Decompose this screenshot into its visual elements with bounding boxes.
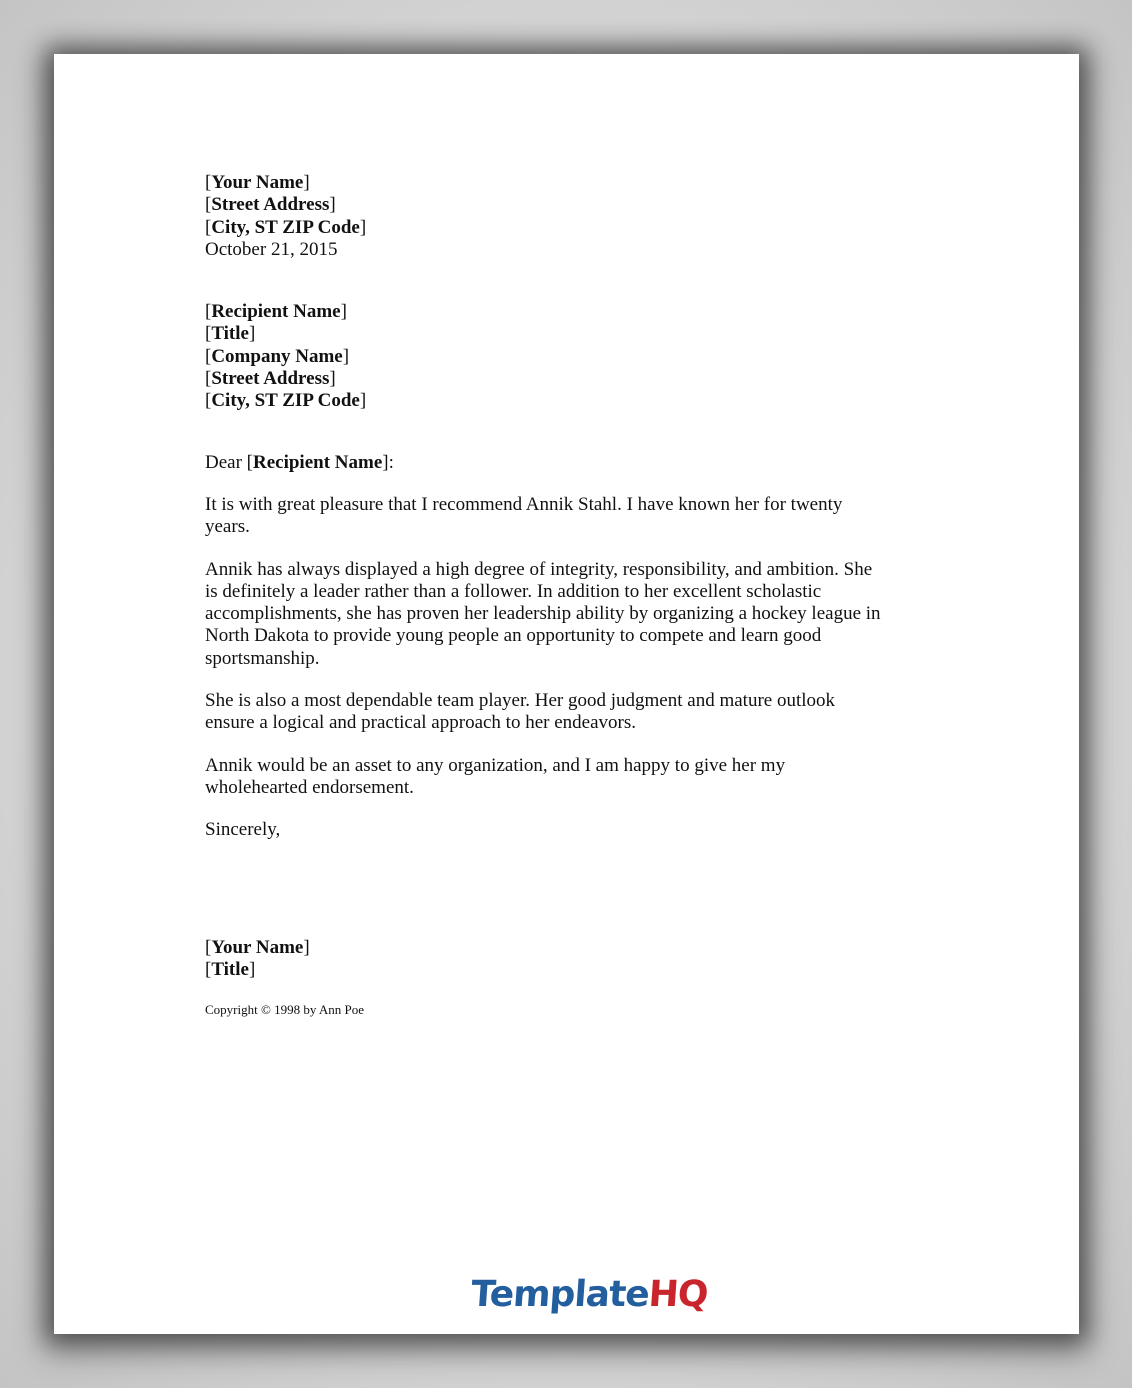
signature-space [205, 862, 935, 937]
paragraph-line: wholehearted endorsement. [205, 776, 414, 798]
paragraph-line: is definitely a leader rather than a follower. In addition to her excellent scholastic [205, 580, 822, 602]
paragraph-line: sportsmanship. [205, 647, 320, 669]
body-paragraph [205, 559, 935, 670]
recipient-company: [Company Name] [205, 345, 350, 367]
recipient-city: [City, ST ZIP Code] [205, 390, 367, 412]
recipient-title: [Title] [205, 323, 256, 345]
sender-block [205, 172, 935, 261]
paragraph-line: ensure a logical and practical approach to her endeavors. [205, 712, 636, 734]
paragraph-line: It is with great pleasure that I recommend Annik Stahl. I have known her for twenty [205, 493, 843, 515]
body-paragraph [205, 494, 935, 539]
paragraph-line: Annik would be an asset to any organization, and I am happy to give her my [205, 754, 786, 776]
closing: Sincerely, [205, 819, 281, 841]
letter-page [54, 54, 1079, 1334]
letter-paragraphs [205, 494, 935, 799]
signature-name: [Your Name] [205, 936, 310, 958]
paragraph-line: accomplishments, she has proven her leadership ability by organizing a hockey league in [205, 603, 881, 625]
copyright-notice: Copyright © 1998 by Ann Poe [205, 1002, 365, 1017]
signature-title: [Title] [205, 958, 256, 980]
paragraph-line: North Dakota to provide young people an opportunity to compete and learn good [205, 625, 822, 647]
paragraph-line: Annik has always displayed a high degree of integrity, responsibility, and ambition. She [205, 558, 873, 580]
spacer [205, 413, 935, 452]
recipient-name: [Recipient Name] [205, 301, 347, 323]
recipient-block [205, 301, 935, 412]
paragraph-line: She is also a most dependable team player. Her good judgment and mature outlook [205, 690, 836, 712]
logo-main-text: Template [469, 1274, 651, 1315]
recipient-street: [Street Address] [205, 368, 336, 390]
logo-accent-text: HQ [647, 1274, 709, 1315]
body-paragraph [205, 690, 935, 735]
sender-street: [Street Address] [205, 194, 336, 216]
letter-date: October 21, 2015 [205, 238, 338, 260]
body-paragraph [205, 755, 935, 800]
sender-name: [Your Name] [205, 172, 310, 193]
salutation: Dear [Recipient Name]: [205, 451, 394, 473]
letter-body [205, 172, 935, 981]
signature-block [205, 937, 935, 982]
templatehq-logo [470, 1274, 709, 1315]
paragraph-line: years. [205, 516, 250, 538]
spacer [205, 261, 935, 301]
sender-city: [City, ST ZIP Code] [205, 216, 367, 238]
